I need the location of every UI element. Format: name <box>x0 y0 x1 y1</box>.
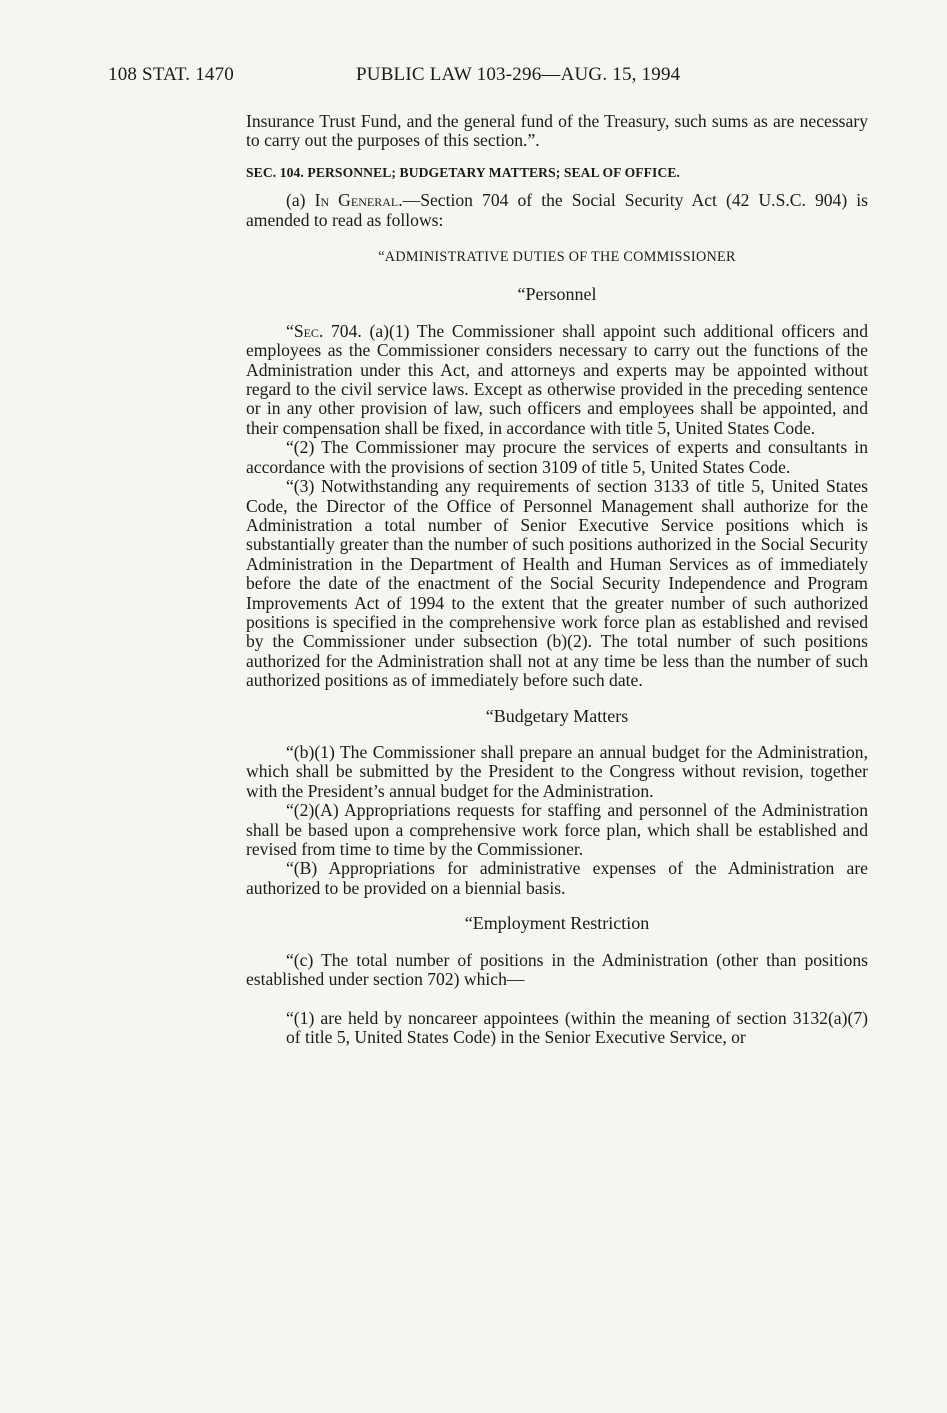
paragraph-a2: “(2) The Commissioner may procure the services of experts and consultants in accordance with the provisions of section 3109 of title 5, United States Code. <box>246 437 868 477</box>
sec704-text: . 704. (a)(1) The Commissioner shall appoint such additional officers and employees as the Commissioner considers necessary to carry out the functions of the Administration under this Act, and attorneys and experts may be appointed without regard to the civil service laws. Except as otherwise provided in the preceding sentence or in any other provision of law, such officers and employees shall be appointed, and their compensation shall be fixed, in accordance with title 5, United States Code. <box>246 320 868 438</box>
continuation-paragraph: Insurance Trust Fund, and the general fund of the Treasury, such sums as are necessary to carry out the purposes of this section.”. <box>246 111 868 151</box>
document-body <box>246 112 868 1048</box>
paragraph-a-label: (a) <box>286 190 315 211</box>
sec704-smallcaps: Sec <box>293 320 319 341</box>
paragraph-a-smallcaps: In General <box>314 190 399 211</box>
paragraph-b2b: “(B) Appropriations for administrative expenses of the Administration are authorized to be provided on a biennial basis. <box>246 858 868 898</box>
paragraph-c: “(c) The total number of positions in the Administration (other than positions established under section 702) which— <box>246 949 868 990</box>
paragraph-a3: “(3) Notwithstanding any requirements of section 3133 of title 5, United States Code, the Director of the Office of Personnel Management shall authorize for the Administration a total number of Senior Executive Service positions which is substantially greater than the number of such positions authorized in the Social Security Administration in the Department of Health and Human Services as of immediately before the date of the enactment of the Social Security Independence and Program Improvements Act of 1994 to the extent that the greater number of such authorized positions is specified in the comprehensive work force plan as established and revised by the Commissioner under subsection (b)(2). The total number of such positions authorized for the Administration shall not at any time be less than the number of such authorized positions as of immediately before such date. <box>246 476 868 691</box>
heading-personnel: “Personnel <box>517 284 597 305</box>
public-law-reference: PUBLIC LAW 103-296—AUG. 15, 1994 <box>356 64 681 85</box>
paragraph-b1: “(b)(1) The Commissioner shall prepare an annual budget for the Administration, which shall be submitted by the President to the Congress without revision, together with the President’s annual budget for the Administration. <box>246 741 868 801</box>
section-heading: SEC. 104. PERSONNEL; BUDGETARY MATTERS; SEAL OF OFFICE. <box>246 164 681 180</box>
paragraph-c1-text: “(1) are held by noncareer appointees (within the meaning of section 3132(a)(7) of title 5, United States Code) in the Senior Executive Service, or <box>286 1007 868 1048</box>
heading-budgetary-matters: “Budgetary Matters <box>485 705 629 726</box>
paragraph-a-text: .—Section 704 of the Social Security Act (42 U.S.C. 904) is amended to read as follows: <box>246 190 868 230</box>
statute-page-reference: 108 STAT. 1470 <box>108 64 235 85</box>
heading-administrative-duties: “ADMINISTRATIVE DUTIES OF THE COMMISSIONER <box>378 249 736 266</box>
paragraph-b2a: “(2)(A) Appropriations requests for staffing and personnel of the Administration shall be based upon a comprehensive work force plan, which shall be established and revised from time to time by the Commissioner. <box>246 800 868 859</box>
paragraph-sec704-a1 <box>246 322 868 438</box>
paragraph-a-in-general <box>246 191 868 230</box>
heading-employment-restriction: “Employment Restriction <box>464 913 650 934</box>
paragraph-c1 <box>246 989 868 1047</box>
sec704-open-quote: “ <box>286 320 294 341</box>
